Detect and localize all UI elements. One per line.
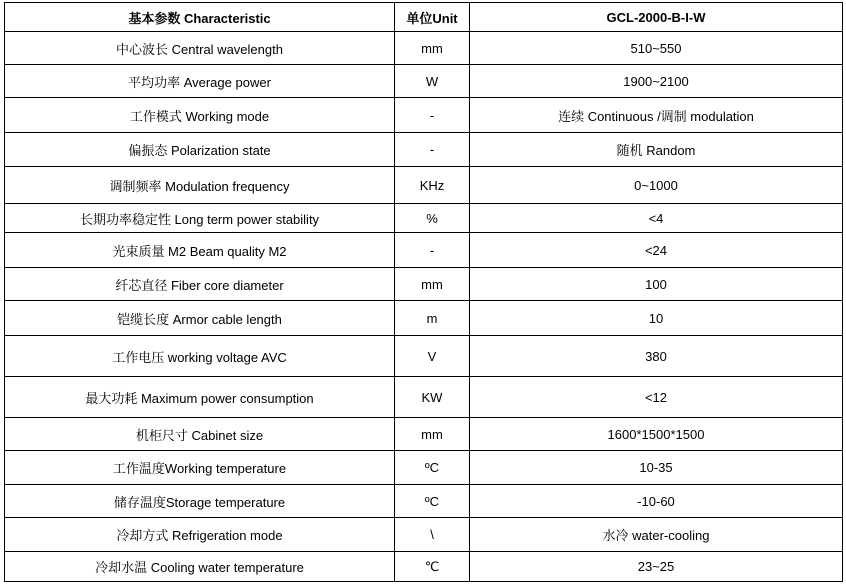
- unit-cell: ºC: [395, 451, 470, 485]
- table-row: [5, 98, 843, 133]
- unit-cell: mm: [395, 418, 470, 451]
- parameter-cell: 纤芯直径 Fiber core diameter: [5, 268, 395, 301]
- unit-cell: ºC: [395, 485, 470, 518]
- table-row: [5, 485, 843, 518]
- table-row: [5, 133, 843, 167]
- table-row: [5, 233, 843, 268]
- value-cell: <24: [470, 233, 843, 268]
- value-cell: 水冷 water-cooling: [470, 518, 843, 552]
- parameter-cell: 平均功率 Average power: [5, 65, 395, 98]
- value-cell: <12: [470, 377, 843, 418]
- unit-cell: mm: [395, 268, 470, 301]
- unit-cell: %: [395, 204, 470, 233]
- value-cell: 1900~2100: [470, 65, 843, 98]
- table-row: [5, 167, 843, 204]
- unit-cell: -: [395, 98, 470, 133]
- parameter-cell: 长期功率稳定性 Long term power stability: [5, 204, 395, 233]
- parameter-cell: 冷却方式 Refrigeration mode: [5, 518, 395, 552]
- table-body: [5, 32, 843, 582]
- unit-cell: W: [395, 65, 470, 98]
- parameter-cell: 工作电压 working voltage AVC: [5, 336, 395, 377]
- value-cell: 0~1000: [470, 167, 843, 204]
- unit-cell: KW: [395, 377, 470, 418]
- unit-cell: KHz: [395, 167, 470, 204]
- table-row: [5, 268, 843, 301]
- value-cell: 连续 Continuous /调制 modulation: [470, 98, 843, 133]
- table-row: [5, 204, 843, 233]
- table-row: [5, 552, 843, 582]
- table-row: [5, 377, 843, 418]
- table-row: [5, 518, 843, 552]
- unit-cell: V: [395, 336, 470, 377]
- parameter-cell: 最大功耗 Maximum power consumption: [5, 377, 395, 418]
- parameter-cell: 光束质量 M2 Beam quality M2: [5, 233, 395, 268]
- table-row: [5, 418, 843, 451]
- value-cell: 100: [470, 268, 843, 301]
- parameter-cell: 储存温度Storage temperature: [5, 485, 395, 518]
- parameter-cell: 机柜尺寸 Cabinet size: [5, 418, 395, 451]
- header-row: [5, 3, 843, 32]
- value-cell: 380: [470, 336, 843, 377]
- value-cell: <4: [470, 204, 843, 233]
- header-characteristic: 基本参数 Characteristic: [5, 3, 395, 32]
- unit-cell: ℃: [395, 552, 470, 582]
- parameter-cell: 偏振态 Polarization state: [5, 133, 395, 167]
- parameter-cell: 中心波长 Central wavelength: [5, 32, 395, 65]
- value-cell: 510~550: [470, 32, 843, 65]
- unit-cell: mm: [395, 32, 470, 65]
- unit-cell: -: [395, 233, 470, 268]
- unit-cell: m: [395, 301, 470, 336]
- unit-cell: -: [395, 133, 470, 167]
- table-row: [5, 336, 843, 377]
- parameter-cell: 工作模式 Working mode: [5, 98, 395, 133]
- parameter-cell: 工作温度Working temperature: [5, 451, 395, 485]
- parameter-cell: 铠缆长度 Armor cable length: [5, 301, 395, 336]
- value-cell: 10: [470, 301, 843, 336]
- value-cell: 1600*1500*1500: [470, 418, 843, 451]
- value-cell: 23~25: [470, 552, 843, 582]
- table-row: [5, 65, 843, 98]
- table-row: [5, 32, 843, 65]
- table-row: [5, 451, 843, 485]
- value-cell: -10-60: [470, 485, 843, 518]
- spec-table: [4, 2, 843, 582]
- table-row: [5, 301, 843, 336]
- parameter-cell: 调制频率 Modulation frequency: [5, 167, 395, 204]
- header-model: GCL-2000-B-I-W: [470, 3, 843, 32]
- value-cell: 随机 Random: [470, 133, 843, 167]
- unit-cell: \: [395, 518, 470, 552]
- header-unit: 单位Unit: [395, 3, 470, 32]
- value-cell: 10-35: [470, 451, 843, 485]
- parameter-cell: 冷却水温 Cooling water temperature: [5, 552, 395, 582]
